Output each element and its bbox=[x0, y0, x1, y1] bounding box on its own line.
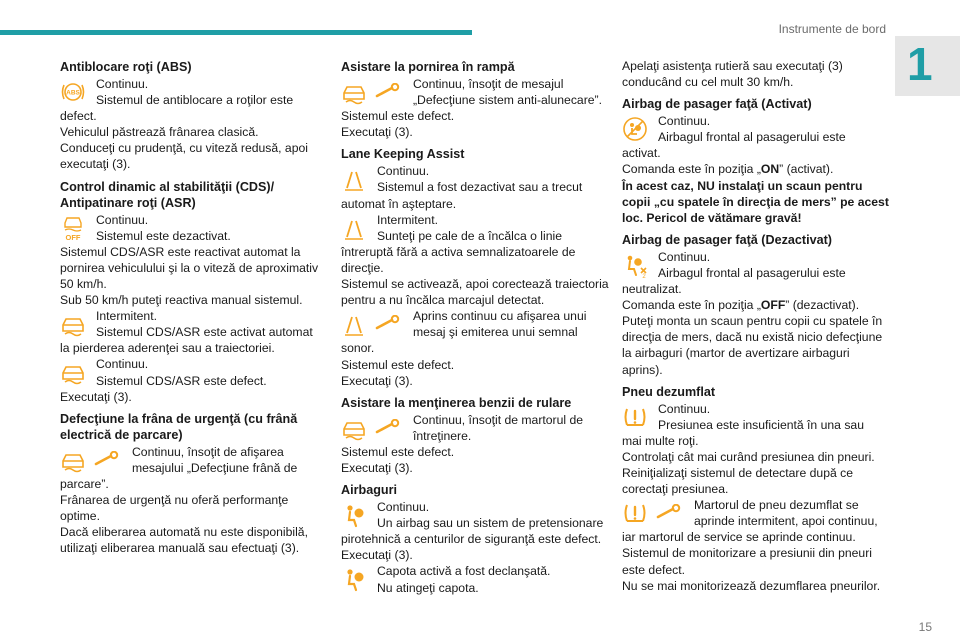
brake-para-2: Frânarea de urgenţă nu oferă performanţe optime. bbox=[60, 492, 289, 524]
hill-para-1: Sistemul este defect. bbox=[341, 109, 455, 124]
wrench-icon bbox=[375, 315, 401, 333]
cds-skid-icon bbox=[60, 308, 96, 337]
abs-desc: Sistemul de antiblocare a roţilor este bbox=[96, 93, 294, 108]
poff-command bbox=[622, 297, 890, 313]
skid-icon bbox=[60, 447, 86, 473]
poff-cmd-pre: Comanda este în poziţia „ bbox=[622, 298, 761, 313]
brake-para-3: Dacă eliberarea automată nu este disponibilă, utilizaţi eliberarea manuală sau efectuaţi (3). bbox=[60, 525, 308, 556]
airbag1-desc-rest: pirotehnică a centurilor de siguranţă este defect. bbox=[341, 532, 602, 547]
abs-desc-rest: defect. bbox=[60, 109, 97, 124]
lane-para-2: Executaţi (3). bbox=[341, 460, 413, 475]
tyre-pressure-icon bbox=[622, 500, 648, 526]
tyre-fault-icons bbox=[622, 497, 694, 526]
svg-text:ABS: ABS bbox=[66, 89, 80, 97]
passenger-airbag-off-icon bbox=[622, 249, 658, 278]
poff-para-2: Puteţi monta un scaun pentru copii cu spatele în direcţia de mers, dacă nu există nicio defecţiune la airbaguri (martor de avertizare airbaguri aprins). bbox=[622, 314, 883, 377]
cds2-desc-rest: la pierderea aderenţei sau a traiectoriei. bbox=[60, 341, 275, 356]
tyre-heading: Pneu dezumflat bbox=[622, 384, 716, 399]
passenger-on-indicator bbox=[622, 113, 890, 145]
poff-cmd-post: ” (dezactivat). bbox=[785, 298, 860, 313]
roadside-para: Apelaţi asistenţa rutieră sau executaţi (3) conducând cu cel mult 30 km/h. bbox=[622, 59, 843, 90]
cds1-desc: Sistemul este dezactivat. bbox=[96, 228, 231, 243]
cds1-state: Continuu. bbox=[96, 212, 149, 227]
cds2-state: Intermitent. bbox=[96, 309, 157, 324]
airbag-icon bbox=[341, 499, 377, 528]
page-number: 15 bbox=[918, 620, 932, 634]
cds3-state: Continuu. bbox=[96, 357, 149, 372]
tyre-para-3: Sistemul de monitorizare a presiunii din pneuri este defect. bbox=[622, 546, 872, 577]
lka1-desc: Sistemul a fost dezactivat sau a trecut bbox=[377, 180, 583, 195]
lane-icon bbox=[341, 311, 367, 337]
cds2-desc: Sistemul CDS/ASR este activat automat bbox=[96, 325, 313, 340]
cds-skid-icon bbox=[60, 356, 96, 385]
column-1 bbox=[60, 56, 328, 556]
brake-heading: Defecţiune la frâna de urgenţă (cu frână electrică de parcare) bbox=[60, 411, 298, 442]
lka3-desc: Aprins continuu cu afişarea unui mesaj şi emiterea unui semnal bbox=[413, 309, 587, 340]
lka3-desc-rest: sonor. bbox=[341, 341, 375, 356]
poff-cmd-off: OFF bbox=[760, 298, 786, 313]
column-3 bbox=[622, 56, 890, 594]
wrench-icon bbox=[375, 83, 401, 101]
lka2-desc: Sunteţi pe cale de a încălca o linie bbox=[377, 228, 562, 243]
cds-para-1: Sistemul CDS/ASR este reactivat automat la pornirea vehiculului şi la o viteză de aproximativ 50 km/h. bbox=[60, 244, 319, 291]
airbag2-line-2: Nu atingeţi capota. bbox=[377, 580, 479, 595]
lane-para-1: Sistemul este defect. bbox=[341, 444, 455, 459]
lane-desc: Continuu, însoţit de martorul de întreţinere. bbox=[413, 412, 584, 443]
pon-cmd-on: ON bbox=[760, 162, 780, 177]
passenger-on-heading: Airbag de pasager faţă (Activat) bbox=[622, 97, 812, 112]
brake-desc-rest: parcare”. bbox=[60, 476, 109, 491]
lka3-para-1: Sistemul este defect. bbox=[341, 357, 455, 372]
lka2-state: Intermitent. bbox=[377, 212, 438, 227]
pon-desc-rest: activat. bbox=[622, 146, 661, 161]
hill-heading: Asistare la pornirea în rampă bbox=[341, 60, 515, 74]
tyre1-desc: Presiunea este insuficientă în una sau bbox=[658, 417, 864, 432]
brake-icons bbox=[60, 444, 132, 473]
off-label: OFF bbox=[65, 232, 81, 241]
pon-command bbox=[622, 161, 890, 177]
skid-icon bbox=[341, 79, 367, 105]
lka-flash-indicator bbox=[341, 212, 609, 244]
active-bonnet-indicator bbox=[341, 563, 609, 595]
skid-icon bbox=[341, 415, 367, 441]
lka-fault-icons bbox=[341, 308, 413, 337]
lka-heading: Lane Keeping Assist bbox=[341, 147, 465, 162]
section-title: Instrumente de bord bbox=[778, 22, 886, 36]
cds3-desc: Sistemul CDS/ASR este defect. bbox=[96, 373, 267, 388]
tyre-fault-indicator bbox=[622, 497, 890, 529]
passenger-off-indicator bbox=[622, 249, 890, 281]
lka1-desc-rest: automat în aşteptare. bbox=[341, 196, 457, 211]
passenger-off-heading: Airbag de pasager faţă (Dezactivat) bbox=[622, 232, 832, 247]
lka2-desc-rest: întreruptă fără a activa semnalizatoarele de direcţie. bbox=[341, 244, 576, 275]
lane-indicator bbox=[341, 412, 609, 444]
tyre-para-1: Controlaţi cât mai curând presiunea din pneuri. bbox=[622, 449, 875, 464]
airbag1-exec: Executaţi (3). bbox=[341, 548, 413, 563]
tyre-para-2: Reiniţializaţi sistemul de detectare după ce corectaţi presiunea. bbox=[622, 465, 854, 497]
lka-standby-indicator bbox=[341, 163, 609, 195]
airbag-heading: Airbaguri bbox=[341, 483, 397, 498]
tyre2-desc: Martorul de pneu dezumflat se aprinde intermitent, apoi continuu, bbox=[694, 498, 878, 529]
abs-state: Continuu. bbox=[96, 77, 149, 91]
airbag1-state: Continuu. bbox=[377, 500, 430, 515]
passenger-airbag-on-icon bbox=[622, 113, 658, 142]
tyre1-state: Continuu. bbox=[658, 401, 711, 416]
airbag-fault-indicator bbox=[341, 499, 609, 531]
lka1-state: Continuu. bbox=[377, 164, 430, 179]
brake-indicator bbox=[60, 444, 328, 476]
lane-icon bbox=[341, 163, 377, 192]
tyre2-desc-rest: iar martorul de service se aprinde continuu. bbox=[622, 530, 856, 545]
wrench-icon bbox=[94, 451, 120, 469]
pon-cmd-post: ” (activat). bbox=[779, 162, 834, 177]
column-2 bbox=[341, 56, 609, 596]
cds-para-2: Sub 50 km/h puteţi reactiva manual sistemul. bbox=[60, 293, 303, 308]
tyre-para-4: Nu se mai monitorizează dezumflarea pneurilor. bbox=[622, 578, 881, 593]
lane-icon bbox=[341, 212, 377, 241]
airbag2-line-1: Capota activă a fost declanşată. bbox=[377, 564, 551, 579]
poff-state: Continuu. bbox=[658, 249, 711, 264]
header-accent-bar bbox=[0, 30, 472, 35]
hill-icons bbox=[341, 76, 413, 105]
cds-off-icon bbox=[60, 212, 96, 241]
svg-text:2: 2 bbox=[642, 273, 646, 278]
chapter-number: 1 bbox=[907, 38, 933, 90]
airbag-icon bbox=[341, 563, 377, 592]
lka3-para-2: Executaţi (3). bbox=[341, 373, 413, 388]
wrench-icon bbox=[375, 419, 401, 437]
lane-icons bbox=[341, 412, 413, 441]
poff-desc-rest: neutralizat. bbox=[622, 282, 682, 297]
abs-heading: Antiblocare roţi (ABS) bbox=[60, 60, 192, 74]
pon-desc: Airbagul frontal al pasagerului este bbox=[658, 130, 846, 145]
lka-para-1: Sistemul se activează, apoi corectează traiectoria pentru a nu încălca marcajul detectat. bbox=[341, 277, 609, 308]
hill-para-2: Executaţi (3). bbox=[341, 125, 413, 140]
cds-fault-indicator bbox=[60, 356, 328, 388]
brake-desc: Continuu, însoţit de afişarea mesajului „Defecţiune frână de bbox=[132, 444, 298, 475]
lka-fault-indicator bbox=[341, 308, 609, 340]
lane-heading: Asistare la menţinerea benzii de rulare bbox=[341, 395, 572, 410]
abs-indicator bbox=[60, 76, 328, 108]
pon-state: Continuu. bbox=[658, 114, 711, 129]
cds3-exec: Executaţi (3). bbox=[60, 389, 132, 404]
hill-desc: Continuu, însoţit de mesajul „Defecţiune sistem anti-alunecare”. bbox=[413, 77, 602, 108]
poff-desc: Airbagul frontal al pasagerului este bbox=[658, 265, 846, 280]
tyre1-desc-rest: mai multe roţi. bbox=[622, 433, 699, 448]
wrench-icon bbox=[656, 504, 682, 522]
tyre-pressure-icon bbox=[622, 401, 658, 430]
cds-heading: Control dinamic al stabilităţii (CDS)/ Antipatinare roţi (ASR) bbox=[60, 179, 275, 210]
cds-off-indicator bbox=[60, 212, 328, 244]
tyre-indicator bbox=[622, 401, 890, 433]
cds-flash-indicator bbox=[60, 308, 328, 340]
hill-indicator bbox=[341, 76, 609, 108]
abs-warning-icon bbox=[60, 76, 96, 105]
abs-para-3: Conduceţi cu prudenţă, cu viteză redusă, apoi executaţi (3). bbox=[60, 141, 308, 172]
airbag1-desc: Un airbag sau un sistem de pretensionare bbox=[377, 516, 604, 531]
pon-cmd-pre: Comanda este în poziţia „ bbox=[622, 162, 761, 177]
abs-para-2: Vehiculul păstrează frânarea clasică. bbox=[60, 125, 259, 140]
pon-warning: În acest caz, NU instalaţi un scaun pentru copii „cu spatele în direcţia de mers” pe acest loc. Pericol de vătămare gravă! bbox=[622, 178, 889, 225]
